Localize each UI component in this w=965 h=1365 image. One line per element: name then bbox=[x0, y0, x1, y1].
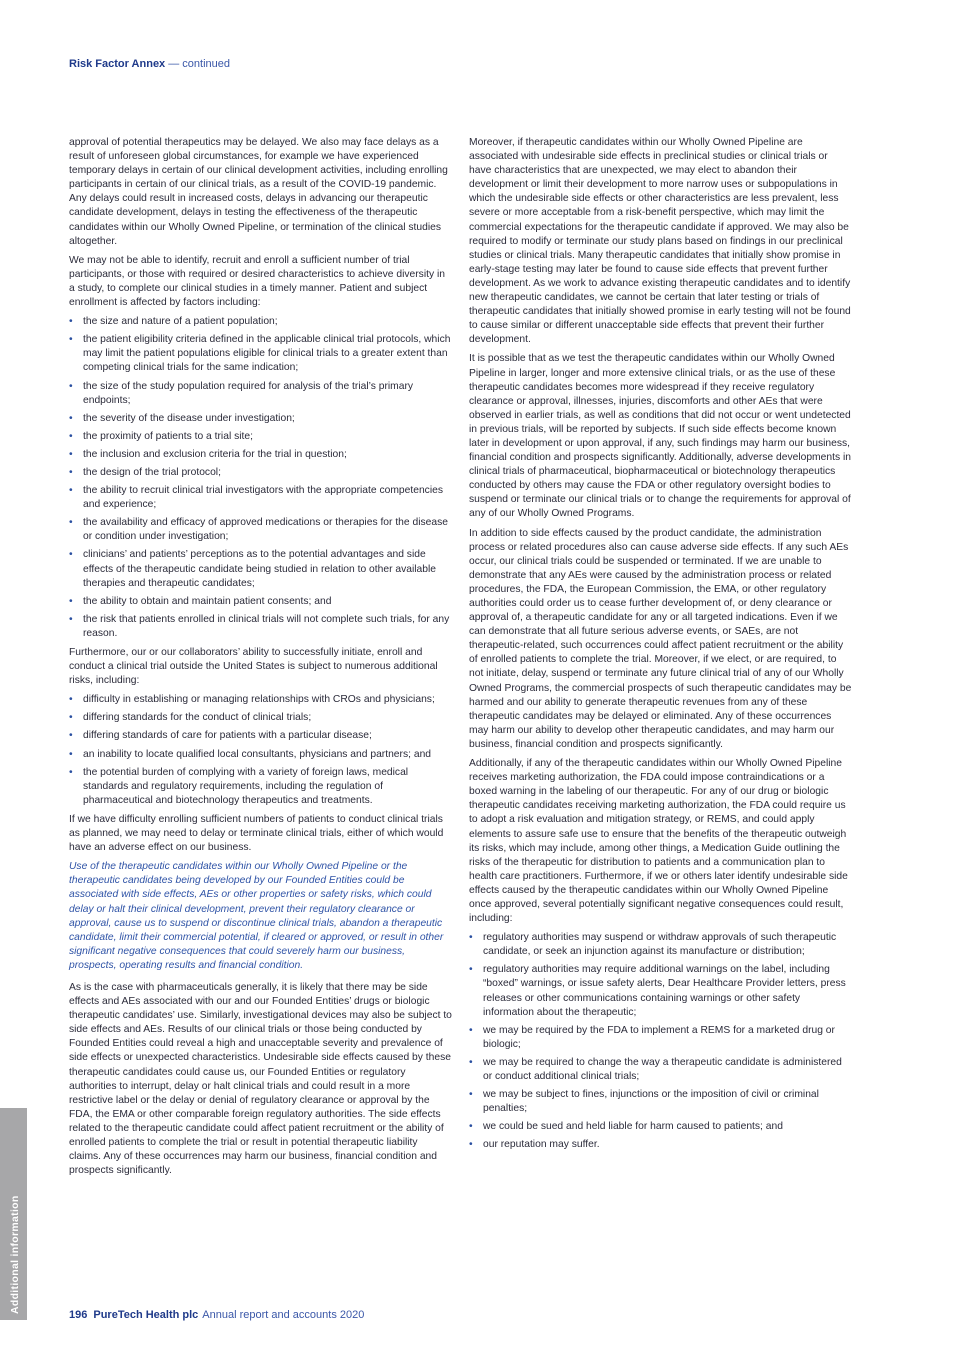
bullet-icon: • bbox=[469, 1121, 473, 1133]
risk-heading: Use of the therapeutic candidates within our Wholly Owned Pipeline or the therapeutic candidates being developed by our Founded Entities could be associated with side effects, AEs or other properties or safety risks, which could delay or halt their clinical development, prevent their regulatory clearance or approval, cause us to suspend or discontinue clinical trials, abandon a therapeutic candidate, limit their commercial potential, if cleared or approved, or result in other significant negative consequences that could severely harm our business, prospects, operating results and financial condition. bbox=[69, 861, 444, 971]
bullet-icon: • bbox=[469, 964, 473, 976]
bullet-icon: • bbox=[69, 730, 73, 742]
list-item: • regulatory authorities may require additional warnings on the label, including “boxed” warnings, or issue safety alerts, Dear Healthcare Provider letters, press releases or other communications containing warnings or other safety information about the therapeutic; bbox=[469, 964, 846, 1018]
list-item: • an inability to locate qualified local consultants, physicians and partners; and bbox=[69, 748, 452, 762]
list-item: • differing standards for the conduct of clinical trials; bbox=[69, 711, 452, 725]
right-column bbox=[469, 136, 852, 1157]
list-item: • we may be required by the FDA to implement a REMS for a marketed drug or biologic; bbox=[469, 1024, 835, 1050]
enrollment-factors-list bbox=[69, 315, 452, 641]
bullet-icon: • bbox=[469, 932, 473, 944]
right-paragraph-2: It is possible that as we test the therapeutic candidates within our Wholly Owned Pipeline in larger, longer and more extensive clinical trials, or as the use of these therapeutic candidates becomes more widespread if they receive regulatory clearance or approval, illnesses, injuries, discomforts and other AEs that were observed in earlier trials, as well as conditions that did not occur or went undetected in previous trials, will be reported by subjects. If such side effects become known later in development or upon approval, if any, such findings may harm our business, financial condition and prospects significantly. Additionally, adverse developments in clinical trials of pharmaceutical, biopharmaceutical or biotechnology therapeutics conducted by others may cause the FDA or other regulatory oversight bodies to suspend or terminate our clinical trials or to change the requirements for approval of any of our Wholly Owned Programs. bbox=[469, 353, 851, 520]
list-item: • the design of the trial protocol; bbox=[69, 466, 452, 480]
bullet-icon: • bbox=[469, 1024, 473, 1036]
page-footer bbox=[69, 1309, 364, 1321]
bullet-icon: • bbox=[69, 412, 73, 424]
bullet-icon: • bbox=[69, 430, 73, 442]
list-item: • the proximity of patients to a trial site; bbox=[69, 430, 452, 444]
bullet-icon: • bbox=[69, 380, 73, 392]
list-item: • the ability to obtain and maintain patient consents; and bbox=[69, 595, 452, 609]
list-item: • the patient eligibility criteria defined in the applicable clinical trial protocols, which may limit the patient populations eligible for clinical trials to a greater extent than competing clinical trials for the same indication; bbox=[69, 334, 451, 374]
bullet-icon: • bbox=[69, 748, 73, 760]
header-continued: — continued bbox=[165, 58, 231, 70]
section-side-tab bbox=[0, 1108, 27, 1320]
bullet-icon: • bbox=[69, 595, 73, 607]
left-paragraph-1: approval of potential therapeutics may be delayed. We also may face delays as a result of unforeseen global circumstances, for example we have experienced temporary delays in certain of our clinical development activities, including enrolling participants in certain of our clinical trials, as a result of the COVID-19 pandemic. Any delays could result in increased costs, delays in advancing our therapeutic candidate development, delays in testing the effectiveness of the therapeutic candidates within our Wholly Owned Pipeline, or termination of the clinical studies altogether. bbox=[69, 137, 448, 247]
left-paragraph-2: We may not be able to identify, recruit and enroll a sufficient number of trial participants, or those with required or desired characteristics to achieve diversity in a study, to complete our clinical studies in a timely manner. Patient and subject enrollment is affected by factors including: bbox=[69, 254, 446, 309]
list-item: • the size of the study population required for analysis of the trial’s primary endpoints; bbox=[69, 380, 414, 406]
consequences-list bbox=[469, 931, 852, 1152]
bullet-icon: • bbox=[69, 517, 73, 529]
foreign-risks-list bbox=[69, 693, 452, 808]
bullet-icon: • bbox=[469, 1089, 473, 1101]
bullet-icon: • bbox=[69, 694, 73, 706]
list-item: • clinicians’ and patients’ perceptions as to the potential advantages and side effects of the therapeutic candidate being studied in relation to other available therapies and therapeutic candidates; bbox=[69, 549, 437, 589]
list-item: • the risk that patients enrolled in clinical trials will not complete such trials, for any reason. bbox=[69, 613, 450, 639]
bullet-icon: • bbox=[69, 448, 73, 460]
list-item: • our reputation may suffer. bbox=[469, 1138, 852, 1152]
list-item: • the size and nature of a patient population; bbox=[69, 315, 452, 329]
side-tab-label: Additional information bbox=[9, 1195, 21, 1314]
bullet-icon: • bbox=[469, 1139, 473, 1151]
right-paragraph-3: In addition to side effects caused by the product candidate, the administration process or related procedures also can cause adverse side effects. If any such AEs occur, our clinical trials could be suspended or terminated. If we are unable to demonstrate that any AEs were caused by the administration process or related procedures, the FDA, the European Commission, the EMA, or other regulatory authorities could order us to cease further development of, or deny clearance or approval of, a therapeutic candidate for any or all targeted indications. Even if we can demonstrate that all future serious adverse events, or SAEs, are not therapeutic-related, such occurrences could affect patient recruitment or the ability of enrolled patients to complete the trial. Moreover, if we elect, or are required, to not initiate, delay, suspend or terminate any future clinical trial of any of our Wholly Owned Programs, the commercial prospects of such therapeutic candidates may be harmed and our ability to generate therapeutic revenues from any of these therapeutic candidates may be delayed or eliminated. Any of these occurrences may harm our ability to develop other therapeutic candidates, and may harm our business, financial condition and prospects significantly. bbox=[469, 527, 852, 750]
list-item: • the severity of the disease under investigation; bbox=[69, 412, 452, 426]
bullet-icon: • bbox=[469, 1056, 473, 1068]
right-paragraph-4: Additionally, if any of the therapeutic candidates within our Wholly Owned Pipeline receives marketing authorization, the FDA could impose contraindications or a boxed warning in the labeling of our therapeutic. For any of our drug or biologic therapeutic candidates receiving marketing authorization, the FDA could require us to adopt a risk evaluation and mitigation strategy, or REMS, and could apply elements to assure safe use to ensure that the benefits of the therapeutic outweigh its risks, which may include, among other things, a Medication Guide outlining the risks of the therapeutic for distribution to patients and a communication plan to health care practitioners. Furthermore, if we or others later identify undesirable side effects caused by the therapeutic candidates within our Wholly Owned Pipeline once approved, several potentially significant negative consequences could result, including: bbox=[469, 758, 848, 925]
left-column bbox=[69, 136, 452, 1183]
list-item: • the ability to recruit clinical trial investigators with the appropriate competencies and experience; bbox=[69, 485, 443, 511]
page-header bbox=[69, 58, 230, 70]
list-item: • difficulty in establishing or managing relationships with CROs and physicians; bbox=[69, 693, 452, 707]
right-paragraph-1: Moreover, if therapeutic candidates within our Wholly Owned Pipeline are associated with undesirable side effects in preclinical studies or clinical trials or have characteristics that are unexpected, we may elect to abandon their development or limit their development to more narrow uses or subpopulations in which the undesirable side effects or other characteristics are less prevalent, less severe or more acceptable from a risk-benefit perspective, which may limit the commercial expectations for the therapeutic candidate if approved. We may also be required to modify or terminate our study plans based on findings in our preclinical studies or clinical trials. Many therapeutic candidates that initially show promise in early-stage testing may later be found to cause side effects that prevent further development. As we work to advance existing therapeutic candidates and to identify new therapeutic candidates, we cannot be certain that later testing or trials of therapeutic candidates that initially showed promise in early testing will not be found to cause similar or different unacceptable side effects that prevent their further development. bbox=[469, 137, 851, 346]
bullet-icon: • bbox=[69, 466, 73, 478]
header-title: Risk Factor Annex bbox=[69, 58, 166, 70]
left-paragraph-5: As is the case with pharmaceuticals generally, it is likely that there may be side effects and AEs associated with our and our Founded Entities’ drugs or biologic therapeutic candidates’ use. Similarly, investigational devices may also be subject to side effects and AEs. Results of our clinical trials or those being conducted by Founded Entities could reveal a high and unacceptable severity and prevalence of side effects or unexpected characteristics. Undesirable side effects caused by these therapeutic candidates could cause us, our Founded Entities or regulatory authorities to interrupt, delay or halt clinical trials and could result in a more restrictive label or the delay or denial of regulatory clearance or approval by the FDA, the EMA or other comparable foreign regulatory authorities. The side effects related to the therapeutic candidate could affect patient recruitment or the ability of enrolled patients to complete the trial or result in potential therapeutic liability claims. Any of these occurrences may harm our business, financial condition and prospects significantly. bbox=[69, 981, 452, 1177]
bullet-icon: • bbox=[69, 766, 73, 778]
list-item: • the availability and efficacy of approved medications or therapies for the disease or condition under investigation; bbox=[69, 517, 448, 543]
list-item: • we may be subject to fines, injunctions or the imposition of civil or criminal penalties; bbox=[469, 1089, 819, 1115]
bullet-icon: • bbox=[69, 549, 73, 561]
list-item: • regulatory authorities may suspend or withdraw approvals of such therapeutic candidate, or seek an injunction against its manufacture or distribution; bbox=[469, 932, 837, 958]
bullet-icon: • bbox=[69, 613, 73, 625]
list-item: • we could be sued and held liable for harm caused to patients; and bbox=[469, 1120, 852, 1134]
bullet-icon: • bbox=[69, 334, 73, 346]
bullet-icon: • bbox=[69, 712, 73, 724]
left-paragraph-3: Furthermore, our or our collaborators’ ability to successfully initiate, enroll and conduct a clinical trial outside the United States is subject to numerous additional risks, including: bbox=[69, 647, 438, 687]
list-item: • we may be required to change the way a therapeutic candidate is administered or conduct additional clinical trials; bbox=[469, 1056, 842, 1082]
bullet-icon: • bbox=[69, 485, 73, 497]
company-name: PureTech Health plc bbox=[93, 1309, 199, 1321]
list-item: • the inclusion and exclusion criteria for the trial in question; bbox=[69, 448, 452, 462]
list-item: • differing standards of care for patients with a particular disease; bbox=[69, 729, 452, 743]
bullet-icon: • bbox=[69, 316, 73, 328]
list-item: • the potential burden of complying with a variety of foreign laws, medical standards and regulatory requirements, including the regulation of pharmaceutical and biotechnology therapeutics and treatments. bbox=[69, 766, 409, 806]
report-name: Annual report and accounts 2020 bbox=[202, 1309, 365, 1321]
left-paragraph-4: If we have difficulty enrolling sufficient numbers of patients to conduct clinical trials as planned, we may need to delay or terminate clinical trials, either of which would have an adverse effect on our business. bbox=[69, 813, 444, 854]
page-number: 196 bbox=[69, 1309, 88, 1321]
